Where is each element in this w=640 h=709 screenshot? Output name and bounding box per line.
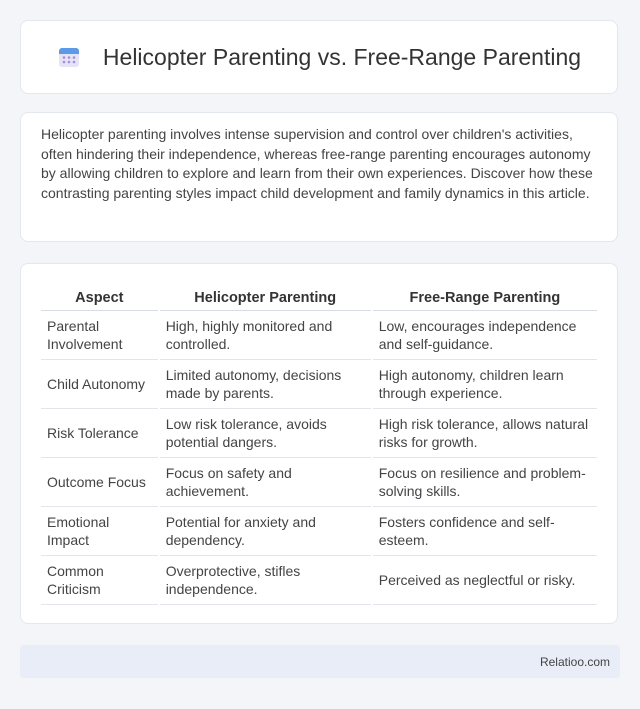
comparison-card [20,263,618,624]
aspect-cell: Risk Tolerance [41,409,158,458]
table-row [41,507,597,556]
free-range-cell: Low, encourages independence and self-guidance. [373,311,597,360]
table-row [41,409,597,458]
footer-brand[interactable]: Relatioo.com [539,654,610,669]
comparison-table [39,288,599,605]
aspect-cell: Emotional Impact [41,507,158,556]
aspect-cell: Parental Involvement [41,311,158,360]
table-row [41,311,597,360]
free-range-cell: Fosters confidence and self-esteem. [373,507,597,556]
helicopter-cell: Overprotective, stifles independence. [160,556,371,605]
helicopter-cell: Low risk tolerance, avoids potential dangers. [160,409,371,458]
aspect-cell: Common Criticism [41,556,158,605]
free-range-cell: High autonomy, children learn through experience. [373,360,597,409]
footer-bar [20,645,620,678]
table-row [41,458,597,507]
table-row [41,556,597,605]
free-range-cell: High risk tolerance, allows natural risks for growth. [373,409,597,458]
title-card [20,20,618,94]
aspect-cell: Child Autonomy [41,360,158,409]
table-header-row [41,288,597,311]
page-title: Helicopter Parenting vs. Free-Range Parenting [102,43,582,70]
intro-text: Helicopter parenting involves intense supervision and control over children's activities, often hindering their independence, whereas free-range parenting encourages autonomy by allowing children to explore and learn from their own experiences. Discover how these contrasting parenting styles impact child development and family dynamics in this article. [41,126,593,201]
helicopter-cell: Limited autonomy, decisions made by parents. [160,360,371,409]
free-range-cell: Focus on resilience and problem-solving skills. [373,458,597,507]
free-range-cell: Perceived as neglectful or risky. [373,556,597,605]
column-header-free-range: Free-Range Parenting [373,288,597,311]
calendar-icon [57,45,81,69]
column-header-aspect: Aspect [41,288,158,311]
column-header-helicopter: Helicopter Parenting [160,288,371,311]
aspect-cell: Outcome Focus [41,458,158,507]
helicopter-cell: Potential for anxiety and dependency. [160,507,371,556]
table-row [41,360,597,409]
intro-card [20,112,618,242]
helicopter-cell: Focus on safety and achievement. [160,458,371,507]
helicopter-cell: High, highly monitored and controlled. [160,311,371,360]
